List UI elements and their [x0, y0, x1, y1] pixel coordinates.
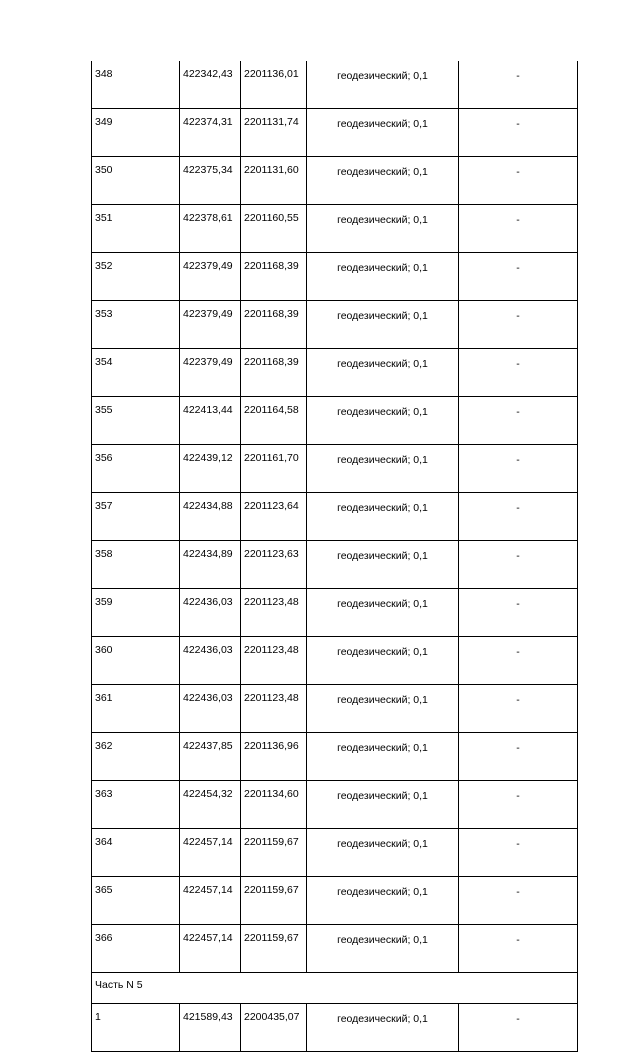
method-accuracy-cell: геодезический; 0,1 — [307, 349, 459, 397]
point-number-cell: 359 — [92, 589, 180, 637]
description-cell: - — [459, 685, 578, 733]
y-coordinate-cell: 2201136,01 — [241, 61, 307, 109]
method-accuracy-cell: геодезический; 0,1 — [307, 877, 459, 925]
point-number-cell: 356 — [92, 445, 180, 493]
method-accuracy-cell: геодезический; 0,1 — [307, 205, 459, 253]
table-row — [92, 589, 578, 637]
y-coordinate-cell: 2200435,07 — [241, 1004, 307, 1052]
coordinates-table-body — [92, 61, 578, 1052]
y-coordinate-cell: 2201164,58 — [241, 397, 307, 445]
point-number-cell: 360 — [92, 637, 180, 685]
x-coordinate-cell: 422378,61 — [180, 205, 241, 253]
table-row — [92, 253, 578, 301]
point-number-cell: 351 — [92, 205, 180, 253]
y-coordinate-cell: 2201131,74 — [241, 109, 307, 157]
x-coordinate-cell: 422434,88 — [180, 493, 241, 541]
x-coordinate-cell: 422436,03 — [180, 589, 241, 637]
description-cell: - — [459, 61, 578, 109]
method-accuracy-cell: геодезический; 0,1 — [307, 157, 459, 205]
x-coordinate-cell: 422342,43 — [180, 61, 241, 109]
x-coordinate-cell: 421589,43 — [180, 1004, 241, 1052]
table-row — [92, 685, 578, 733]
section-label: Часть N 5 — [92, 973, 578, 1004]
point-number-cell: 1 — [92, 1004, 180, 1052]
method-accuracy-cell: геодезический; 0,1 — [307, 493, 459, 541]
description-cell: - — [459, 637, 578, 685]
y-coordinate-cell: 2201123,48 — [241, 637, 307, 685]
point-number-cell: 363 — [92, 781, 180, 829]
method-accuracy-cell: геодезический; 0,1 — [307, 925, 459, 973]
method-accuracy-cell: геодезический; 0,1 — [307, 301, 459, 349]
point-number-cell: 348 — [92, 61, 180, 109]
y-coordinate-cell: 2201123,64 — [241, 493, 307, 541]
x-coordinate-cell: 422374,31 — [180, 109, 241, 157]
y-coordinate-cell: 2201168,39 — [241, 301, 307, 349]
description-cell: - — [459, 397, 578, 445]
y-coordinate-cell: 2201123,63 — [241, 541, 307, 589]
table-row — [92, 109, 578, 157]
y-coordinate-cell: 2201136,96 — [241, 733, 307, 781]
table-row — [92, 829, 578, 877]
method-accuracy-cell: геодезический; 0,1 — [307, 445, 459, 493]
y-coordinate-cell: 2201161,70 — [241, 445, 307, 493]
x-coordinate-cell: 422434,89 — [180, 541, 241, 589]
x-coordinate-cell: 422454,32 — [180, 781, 241, 829]
point-number-cell: 361 — [92, 685, 180, 733]
description-cell: - — [459, 589, 578, 637]
point-number-cell: 357 — [92, 493, 180, 541]
table-row — [92, 925, 578, 973]
method-accuracy-cell: геодезический; 0,1 — [307, 61, 459, 109]
method-accuracy-cell: геодезический; 0,1 — [307, 781, 459, 829]
point-number-cell: 349 — [92, 109, 180, 157]
table-row — [92, 493, 578, 541]
table-row — [92, 301, 578, 349]
table-row — [92, 1004, 578, 1052]
point-number-cell: 365 — [92, 877, 180, 925]
method-accuracy-cell: геодезический; 0,1 — [307, 253, 459, 301]
table-row — [92, 349, 578, 397]
y-coordinate-cell: 2201123,48 — [241, 589, 307, 637]
method-accuracy-cell: геодезический; 0,1 — [307, 829, 459, 877]
y-coordinate-cell: 2201159,67 — [241, 829, 307, 877]
table-row — [92, 877, 578, 925]
y-coordinate-cell: 2201134,60 — [241, 781, 307, 829]
description-cell: - — [459, 541, 578, 589]
x-coordinate-cell: 422437,85 — [180, 733, 241, 781]
point-number-cell: 364 — [92, 829, 180, 877]
x-coordinate-cell: 422436,03 — [180, 685, 241, 733]
point-number-cell: 350 — [92, 157, 180, 205]
x-coordinate-cell: 422457,14 — [180, 925, 241, 973]
y-coordinate-cell: 2201159,67 — [241, 925, 307, 973]
point-number-cell: 358 — [92, 541, 180, 589]
method-accuracy-cell: геодезический; 0,1 — [307, 397, 459, 445]
description-cell: - — [459, 109, 578, 157]
description-cell: - — [459, 157, 578, 205]
method-accuracy-cell: геодезический; 0,1 — [307, 685, 459, 733]
method-accuracy-cell: геодезический; 0,1 — [307, 733, 459, 781]
table-row — [92, 781, 578, 829]
x-coordinate-cell: 422436,03 — [180, 637, 241, 685]
method-accuracy-cell: геодезический; 0,1 — [307, 589, 459, 637]
description-cell: - — [459, 925, 578, 973]
method-accuracy-cell: геодезический; 0,1 — [307, 637, 459, 685]
description-cell: - — [459, 877, 578, 925]
description-cell: - — [459, 253, 578, 301]
x-coordinate-cell: 422379,49 — [180, 349, 241, 397]
description-cell: - — [459, 829, 578, 877]
point-number-cell: 362 — [92, 733, 180, 781]
method-accuracy-cell: геодезический; 0,1 — [307, 109, 459, 157]
point-number-cell: 352 — [92, 253, 180, 301]
table-row — [92, 541, 578, 589]
table-row — [92, 61, 578, 109]
y-coordinate-cell: 2201160,55 — [241, 205, 307, 253]
coordinates-table — [91, 61, 578, 1052]
table-row — [92, 157, 578, 205]
table-row — [92, 637, 578, 685]
section-row — [92, 973, 578, 1004]
table-row — [92, 445, 578, 493]
table-row — [92, 397, 578, 445]
method-accuracy-cell: геодезический; 0,1 — [307, 541, 459, 589]
table-row — [92, 205, 578, 253]
x-coordinate-cell: 422413,44 — [180, 397, 241, 445]
point-number-cell: 355 — [92, 397, 180, 445]
x-coordinate-cell: 422457,14 — [180, 877, 241, 925]
x-coordinate-cell: 422379,49 — [180, 253, 241, 301]
point-number-cell: 353 — [92, 301, 180, 349]
description-cell: - — [459, 733, 578, 781]
method-accuracy-cell: геодезический; 0,1 — [307, 1004, 459, 1052]
y-coordinate-cell: 2201168,39 — [241, 349, 307, 397]
x-coordinate-cell: 422457,14 — [180, 829, 241, 877]
y-coordinate-cell: 2201168,39 — [241, 253, 307, 301]
description-cell: - — [459, 301, 578, 349]
y-coordinate-cell: 2201123,48 — [241, 685, 307, 733]
table-row — [92, 733, 578, 781]
point-number-cell: 366 — [92, 925, 180, 973]
description-cell: - — [459, 349, 578, 397]
x-coordinate-cell: 422379,49 — [180, 301, 241, 349]
y-coordinate-cell: 2201159,67 — [241, 877, 307, 925]
x-coordinate-cell: 422375,34 — [180, 157, 241, 205]
description-cell: - — [459, 205, 578, 253]
description-cell: - — [459, 445, 578, 493]
description-cell: - — [459, 1004, 578, 1052]
description-cell: - — [459, 781, 578, 829]
point-number-cell: 354 — [92, 349, 180, 397]
x-coordinate-cell: 422439,12 — [180, 445, 241, 493]
y-coordinate-cell: 2201131,60 — [241, 157, 307, 205]
description-cell: - — [459, 493, 578, 541]
